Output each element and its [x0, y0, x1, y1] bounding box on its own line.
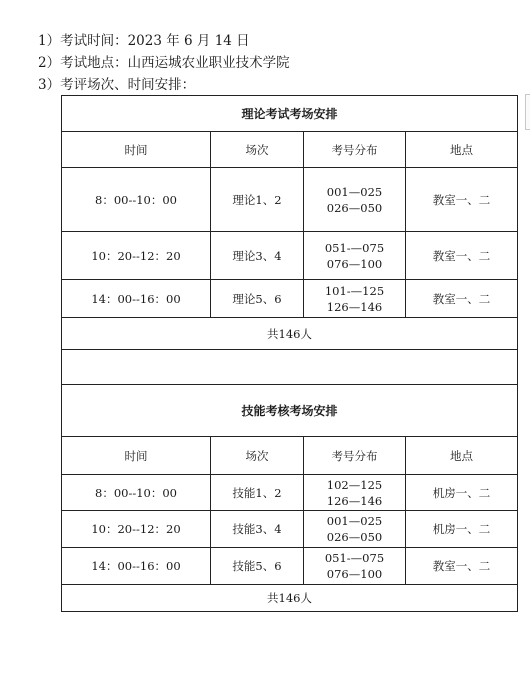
- header-session: 场次: [211, 437, 304, 475]
- header-numbers: 考号分布: [304, 437, 406, 475]
- number-range: 101-—125: [324, 283, 385, 298]
- table-row: [62, 168, 518, 232]
- row-session: 技能3、4: [211, 511, 304, 548]
- skill-title-row: [62, 385, 518, 437]
- spacer-cell: [62, 350, 518, 385]
- skill-header-row: [62, 437, 518, 475]
- row-place: 教室一、二: [406, 280, 518, 318]
- skill-total: 共146人: [62, 585, 518, 612]
- row-time: 14：00--16：00: [62, 548, 211, 585]
- exam-time-line: 1）考试时间：2023 年 6 月 14 日: [38, 33, 250, 49]
- number-range: 026—050: [326, 530, 383, 544]
- row-place: 教室一、二: [406, 168, 518, 232]
- skill-title: 技能考核考场安排: [62, 385, 518, 437]
- table-row: [62, 548, 518, 585]
- number-range: 126—146: [326, 299, 383, 314]
- theory-title: 理论考试考场安排: [62, 96, 518, 132]
- number-range: 026—050: [326, 200, 383, 215]
- number-range: 001—025: [326, 184, 383, 199]
- number-range: 051-—075: [324, 240, 385, 255]
- table-row: [62, 511, 518, 548]
- number-range: 001—025: [326, 514, 383, 528]
- row-session: 技能1、2: [211, 475, 304, 511]
- exam-location-line: 2）考试地点：山西运城农业职业技术学院: [38, 55, 290, 71]
- row-place: 机房一、二: [406, 511, 518, 548]
- header-time: 时间: [62, 132, 211, 168]
- row-place: 教室一、二: [406, 232, 518, 280]
- row-session: 理论3、4: [211, 232, 304, 280]
- row-place: 教室一、二: [406, 548, 518, 585]
- row-place: 机房一、二: [406, 475, 518, 511]
- row-numbers: [304, 232, 406, 280]
- table-row: [62, 280, 518, 318]
- row-numbers: [304, 280, 406, 318]
- theory-total-row: [62, 318, 518, 350]
- row-numbers: [304, 168, 406, 232]
- table-row: [62, 232, 518, 280]
- skill-total-row: [62, 585, 518, 612]
- row-numbers: [304, 475, 406, 511]
- spacer-row: [62, 350, 518, 385]
- row-time: 10：20--12：20: [62, 232, 211, 280]
- row-time: 10：20--12：20: [62, 511, 211, 548]
- row-numbers: [304, 548, 406, 585]
- theory-total: 共146人: [62, 318, 518, 350]
- theory-header-row: [62, 132, 518, 168]
- intro-text: [38, 30, 290, 96]
- row-session: 理论1、2: [211, 168, 304, 232]
- number-range: 076—100: [326, 256, 383, 271]
- number-range: 051-—075: [324, 551, 385, 565]
- number-range: 076—100: [326, 567, 383, 581]
- header-time: 时间: [62, 437, 211, 475]
- row-time: 8：00--10：00: [62, 168, 211, 232]
- header-place: 地点: [406, 437, 518, 475]
- schedule-table: [61, 95, 518, 612]
- table-row: [62, 475, 518, 511]
- number-range: 126—146: [326, 493, 383, 508]
- row-numbers: [304, 511, 406, 548]
- scroll-edge-handle[interactable]: [525, 94, 530, 130]
- row-time: 14：00--16：00: [62, 280, 211, 318]
- exam-schedule-line: 3）考评场次、时间安排：: [38, 77, 196, 93]
- theory-title-row: [62, 96, 518, 132]
- number-range: 102—125: [326, 477, 383, 492]
- row-time: 8：00--10：00: [62, 475, 211, 511]
- row-session: 技能5、6: [211, 548, 304, 585]
- header-numbers: 考号分布: [304, 132, 406, 168]
- row-session: 理论5、6: [211, 280, 304, 318]
- header-session: 场次: [211, 132, 304, 168]
- header-place: 地点: [406, 132, 518, 168]
